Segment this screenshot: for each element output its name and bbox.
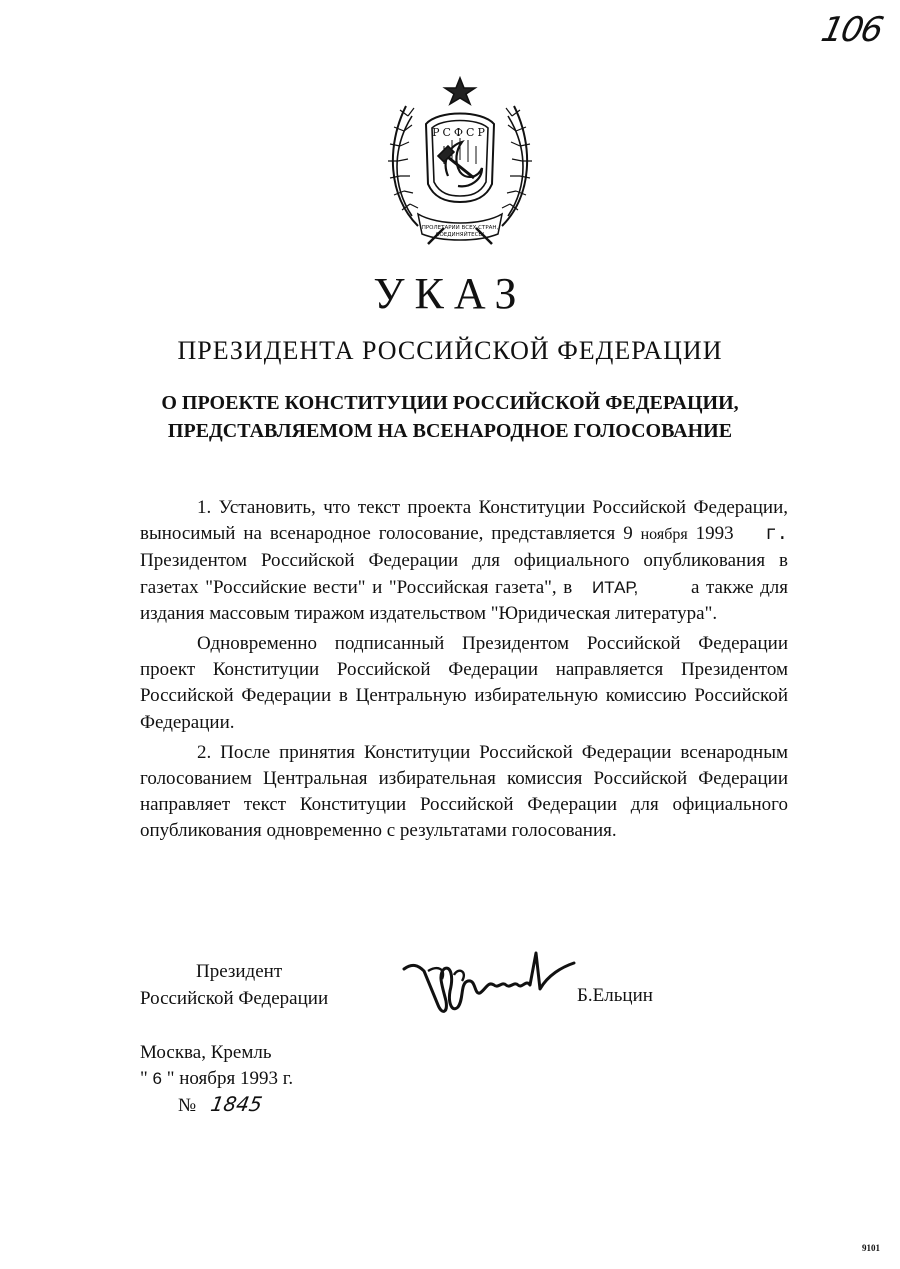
decree-number (178, 1092, 262, 1117)
decree-number-label: № (178, 1095, 197, 1116)
date (140, 1066, 293, 1092)
place: Москва, Кремль (140, 1042, 272, 1063)
signatory-title (140, 958, 328, 1012)
heading-line-1: О ПРОЕКТЕ КОНСТИТУЦИИ РОССИЙСКОЙ ФЕДЕРАЦИИ, (161, 392, 739, 414)
svg-text:СОЕДИНЯЙТЕСЬ!: СОЕДИНЯЙТЕСЬ! (435, 232, 485, 238)
archive-page-number: 106 (817, 10, 886, 50)
decree-number-value: 1845 (208, 1092, 264, 1116)
signatory-title-line-2: Российской Федерации (140, 988, 329, 1009)
place-and-date (140, 1040, 293, 1092)
date-day-handwritten: 9 (623, 523, 633, 545)
svg-text:РСФСР: РСФСР (432, 126, 488, 139)
paragraph-1-rest: Президентом Российской Федерации для официального опубликования в газетах "Российские вести" и "Российская газета", в (140, 550, 788, 598)
date-close-quote: " (166, 1068, 175, 1089)
coat-of-arms-emblem (378, 76, 542, 246)
document-title: УКАЗ (373, 269, 527, 318)
date-open-quote: " (140, 1068, 148, 1089)
date-rest: ноября 1993 г. (179, 1068, 294, 1089)
date-month: ноября (640, 526, 688, 544)
paragraph-1 (140, 495, 788, 627)
document-heading (0, 389, 900, 445)
document-subtitle: ПРЕЗИДЕНТА РОССИЙСКОЙ ФЕДЕРАЦИИ (177, 336, 723, 365)
year-suffix: г. (765, 523, 789, 546)
signer-name: Б.Ельцин (577, 985, 653, 1006)
star-icon (445, 78, 475, 104)
agency-name: ИТАР, (592, 577, 639, 597)
signatory-title-line-1: Президент (196, 961, 283, 982)
paragraph-1-start: 1. Установить, что текст проекта Конституции Российской Федерации, выносимый на всенародное голосование, представляется (140, 497, 788, 545)
date-year: 1993 (695, 523, 734, 545)
paragraph-2: Одновременно подписанный Президентом Российской Федерации проект Конституции Российской Федерации направляется Президентом Российской Федерации в Центральную избирательную комиссию Российской Федерации. (140, 633, 788, 733)
paragraph-1-end: а также для издания массовым тиражом издательством "Юридическая литература". (140, 576, 789, 624)
document-body (140, 495, 788, 845)
date-day: 6 (152, 1069, 162, 1088)
page-code: 9101 (862, 1243, 880, 1253)
svg-text:ПРОЛЕТАРИИ ВСЕХ СТРАН,: ПРОЛЕТАРИИ ВСЕХ СТРАН, (421, 225, 499, 231)
paragraph-3: 2. После принятия Конституции Российской Федерации всенародным голосованием Центральная избирательная комиссия Российской Федерации направляет текст Конституции Российской Федерации для официального опубликования одновременно с результатами голосования. (140, 741, 788, 842)
handwritten-signature (398, 945, 578, 1025)
heading-line-2: ПРЕДСТАВЛЯЕМОМ НА ВСЕНАРОДНОЕ ГОЛОСОВАНИЕ (167, 420, 733, 442)
